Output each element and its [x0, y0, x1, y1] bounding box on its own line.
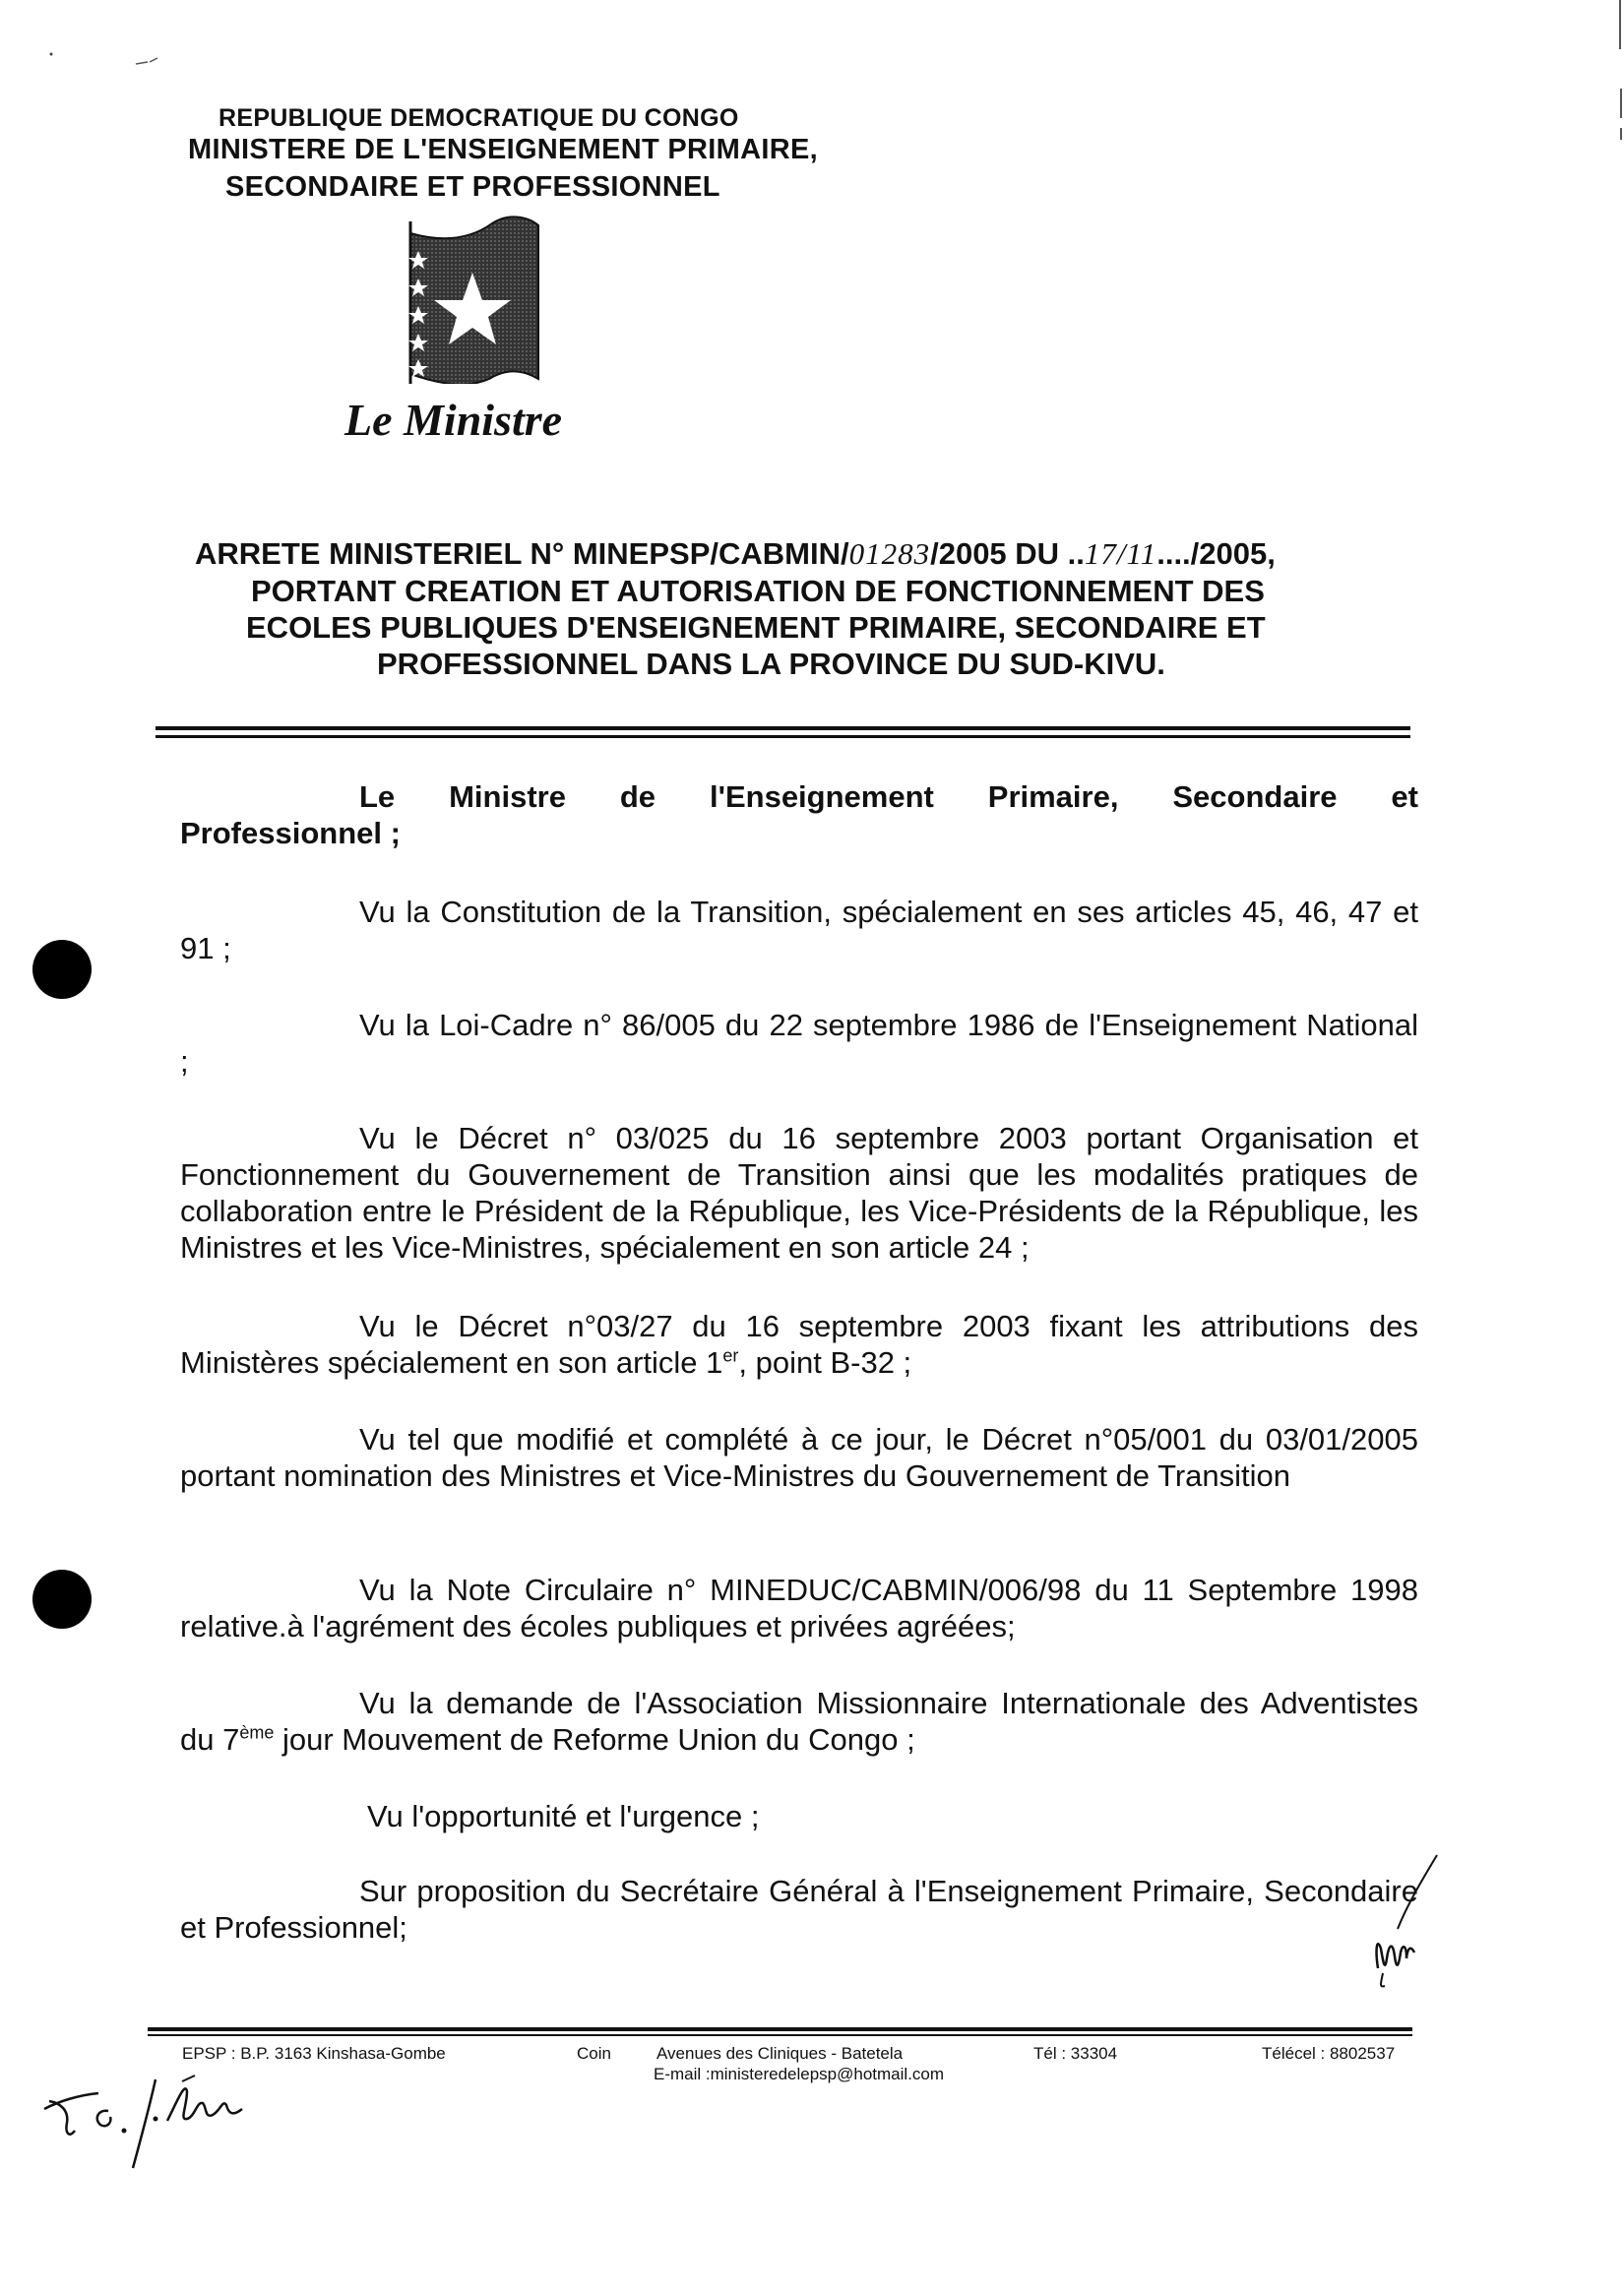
- punch-hole: [32, 1570, 92, 1629]
- title-divider: [156, 726, 1410, 730]
- footer-coin: Coin: [577, 2044, 611, 2063]
- intro-line2: Professionnel ;: [180, 816, 401, 850]
- footer-telecel: Télécel : 8802537: [1262, 2044, 1396, 2063]
- footer-divider: [148, 2034, 1412, 2036]
- minister-title: Le Ministre: [344, 395, 563, 445]
- decree-date-year: /2005,: [1190, 536, 1276, 571]
- footer-avenues: Avenues des Cliniques - Batetela: [656, 2044, 904, 2063]
- footer-divider: [148, 2027, 1412, 2031]
- considering-paragraph-6: Vu la Note Circulaire n° MINEDUC/CABMIN/006/98 du 11 Septembre 1998 relative.à l'agrément des écoles publiques et privées agréées;: [180, 1573, 1418, 1643]
- decree-number-handwritten: 01283: [848, 536, 931, 571]
- decree-number-prefix: ARRETE MINISTERIEL N° MINEPSP/CABMIN/: [195, 536, 849, 571]
- footer-address: EPSP : B.P. 3163 Kinshasa-Gombe: [182, 2044, 446, 2063]
- intro-line1: Le Ministre de l'Enseignement Primaire, Secondaire et: [359, 779, 1418, 814]
- handwritten-initials-icon: [1363, 1850, 1442, 2008]
- footer-email: E-mail :ministeredelepsp@hotmail.com: [654, 2065, 945, 2083]
- proposal-paragraph: Sur proposition du Secrétaire Général à l'Enseignement Primaire, Secondaire et Professionnel;: [180, 1874, 1418, 1945]
- considering-paragraph-3: Vu le Décret n° 03/025 du 16 septembre 2003 portant Organisation et Fonctionnement du Gouvernement de Transition ainsi que les modalités pratiques de collaboration entre le Président de la République, les Vice-Présidents de la République, les Ministres et les Vice-Ministres, spécialement en son article 24 ;: [180, 1121, 1418, 1265]
- ministry-name-line2: SECONDAIRE ET PROFESSIONNEL: [225, 171, 720, 203]
- decree-date-handwritten: 17/11: [1084, 536, 1157, 571]
- considering-paragraph-1: Vu la Constitution de la Transition, spécialement en ses articles 45, 46, 47 et 91 ;: [180, 895, 1418, 965]
- considering-paragraph-4: Vu le Décret n°03/27 du 16 septembre 2003 fixant les attributions des Ministères spécialement en son article 1er, point B-32 ;: [180, 1309, 1418, 1380]
- date-dots: ....: [1156, 536, 1191, 571]
- decree-title-line3: ECOLES PUBLIQUES D'ENSEIGNEMENT PRIMAIRE, SECONDAIRE ET: [246, 610, 1266, 645]
- intro-paragraph: [180, 778, 1418, 851]
- footer-tel: Tél : 33304: [1033, 2044, 1118, 2063]
- considering-paragraph-7: Vu la demande de l'Association Missionnaire Internationale des Adventistes du 7ème jour Mouvement de Reforme Union du Congo ;: [180, 1686, 1418, 1757]
- decree-title-line2: PORTANT CREATION ET AUTORISATION DE FONCTIONNEMENT DES: [251, 574, 1265, 608]
- drc-flag-emblem-icon: [399, 212, 546, 384]
- considering-paragraph-2: Vu la Loi-Cadre n° 86/005 du 22 septembre 1986 de l'Enseignement National ;: [180, 1008, 1418, 1079]
- decree-title-line4: PROFESSIONNEL DANS LA PROVINCE DU SUD-KIVU.: [377, 647, 1165, 681]
- punch-hole: [32, 940, 92, 999]
- handwritten-margin-note-icon: [39, 2062, 266, 2170]
- title-divider: [156, 735, 1410, 738]
- date-dots: ..: [1067, 536, 1085, 571]
- decree-year: /2005 DU: [930, 536, 1068, 571]
- considering-paragraph-5: Vu tel que modifié et complété à ce jour, le Décret n°05/001 du 03/01/2005 portant nomination des Ministres et Vice-Ministres du Gouvernement de Transition: [180, 1422, 1418, 1493]
- ministry-name-line1: MINISTERE DE L'ENSEIGNEMENT PRIMAIRE,: [188, 134, 818, 165]
- considering-paragraph-8: Vu l'opportunité et l'urgence ;: [367, 1799, 760, 1833]
- decree-title-line1: [195, 536, 1276, 572]
- republic-name: REPUBLIQUE DEMOCRATIQUE DU CONGO: [219, 104, 739, 132]
